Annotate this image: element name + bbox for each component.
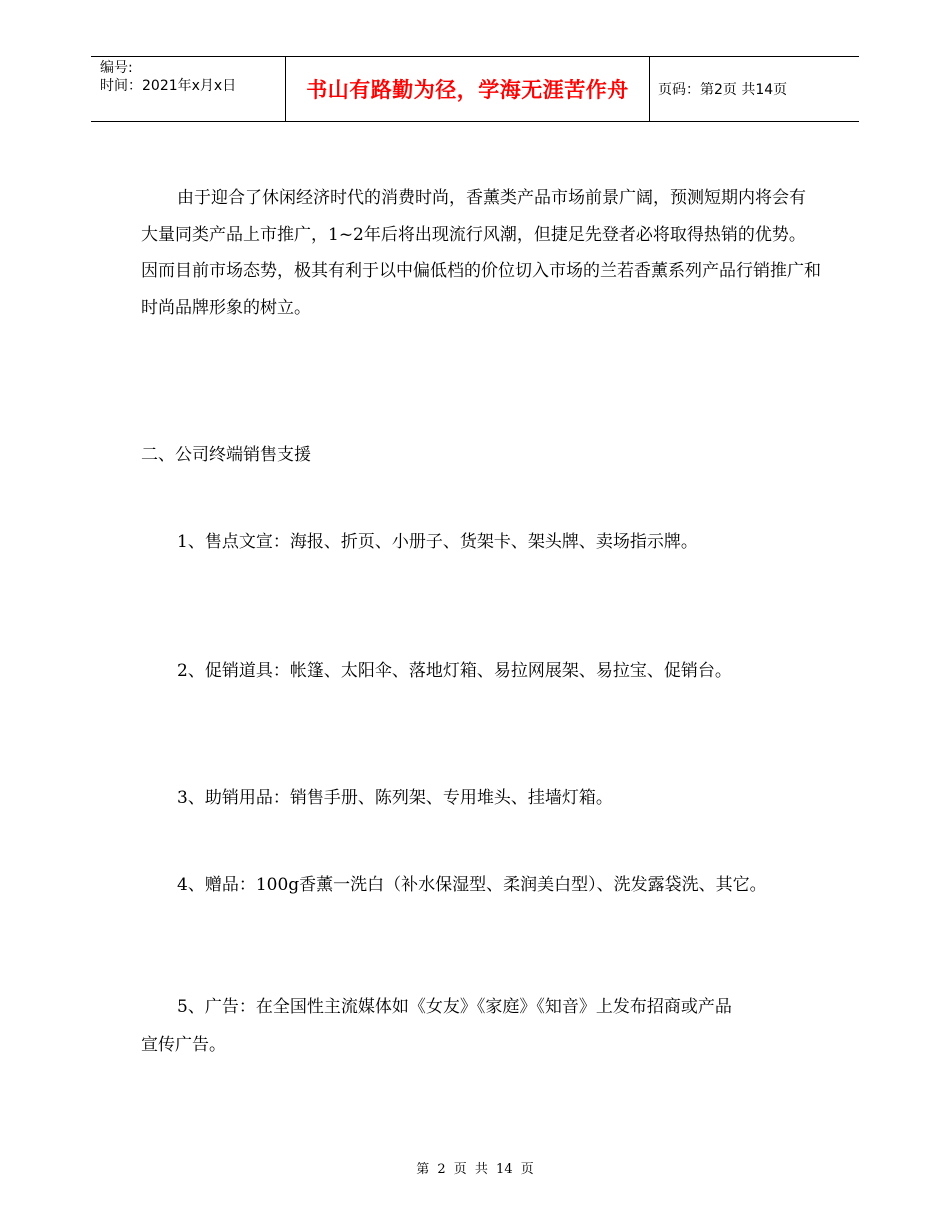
header-meta-cell <box>91 57 286 121</box>
page-header <box>91 56 859 122</box>
list-item: 2、促销道具：帐篷、太阳伞、落地灯箱、易拉网展架、易拉宝、促销台。 <box>177 661 732 681</box>
header-page-number: 页码：第2页 共14页 <box>658 82 788 98</box>
intro-paragraph: 由于迎合了休闲经济时代的消费时尚，香薰类产品市场前景广阔，预测短期内将会有大量同类产品上市推广，1~2年后将出现流行风潮，但捷足先登者必将取得热销的优势。因而目前市场态势，极其有利于以中偏低档的价位切入市场的兰若香薰系列产品行销推广和时尚品牌形象的树立。 <box>141 188 821 318</box>
section-heading: 二、公司终端销售支援 <box>141 445 311 465</box>
list-item: 3、助销用品：销售手册、陈列架、专用堆头、挂墙灯箱。 <box>177 788 613 808</box>
list-item: 5、广告：在全国性主流媒体如《女友》《家庭》《知音》上发布招商或产品 <box>177 997 732 1017</box>
header-motto: 书山有路勤为径，学海无涯苦作舟 <box>286 57 650 121</box>
list-item: 4、赠品：100g香薰一洗白（补水保湿型、柔润美白型）、洗发露袋洗、其它。 <box>177 875 767 895</box>
list-item-continuation: 宣传广告。 <box>141 1035 226 1055</box>
page-footer: 第 2 页 共 14 页 <box>416 1162 534 1177</box>
document-time-label: 时间：2021年x月x日 <box>100 78 237 94</box>
document-number-label: 编号: <box>100 60 133 76</box>
list-item: 1、售点文宣：海报、折页、小册子、货架卡、架头牌、卖场指示牌。 <box>177 532 698 552</box>
